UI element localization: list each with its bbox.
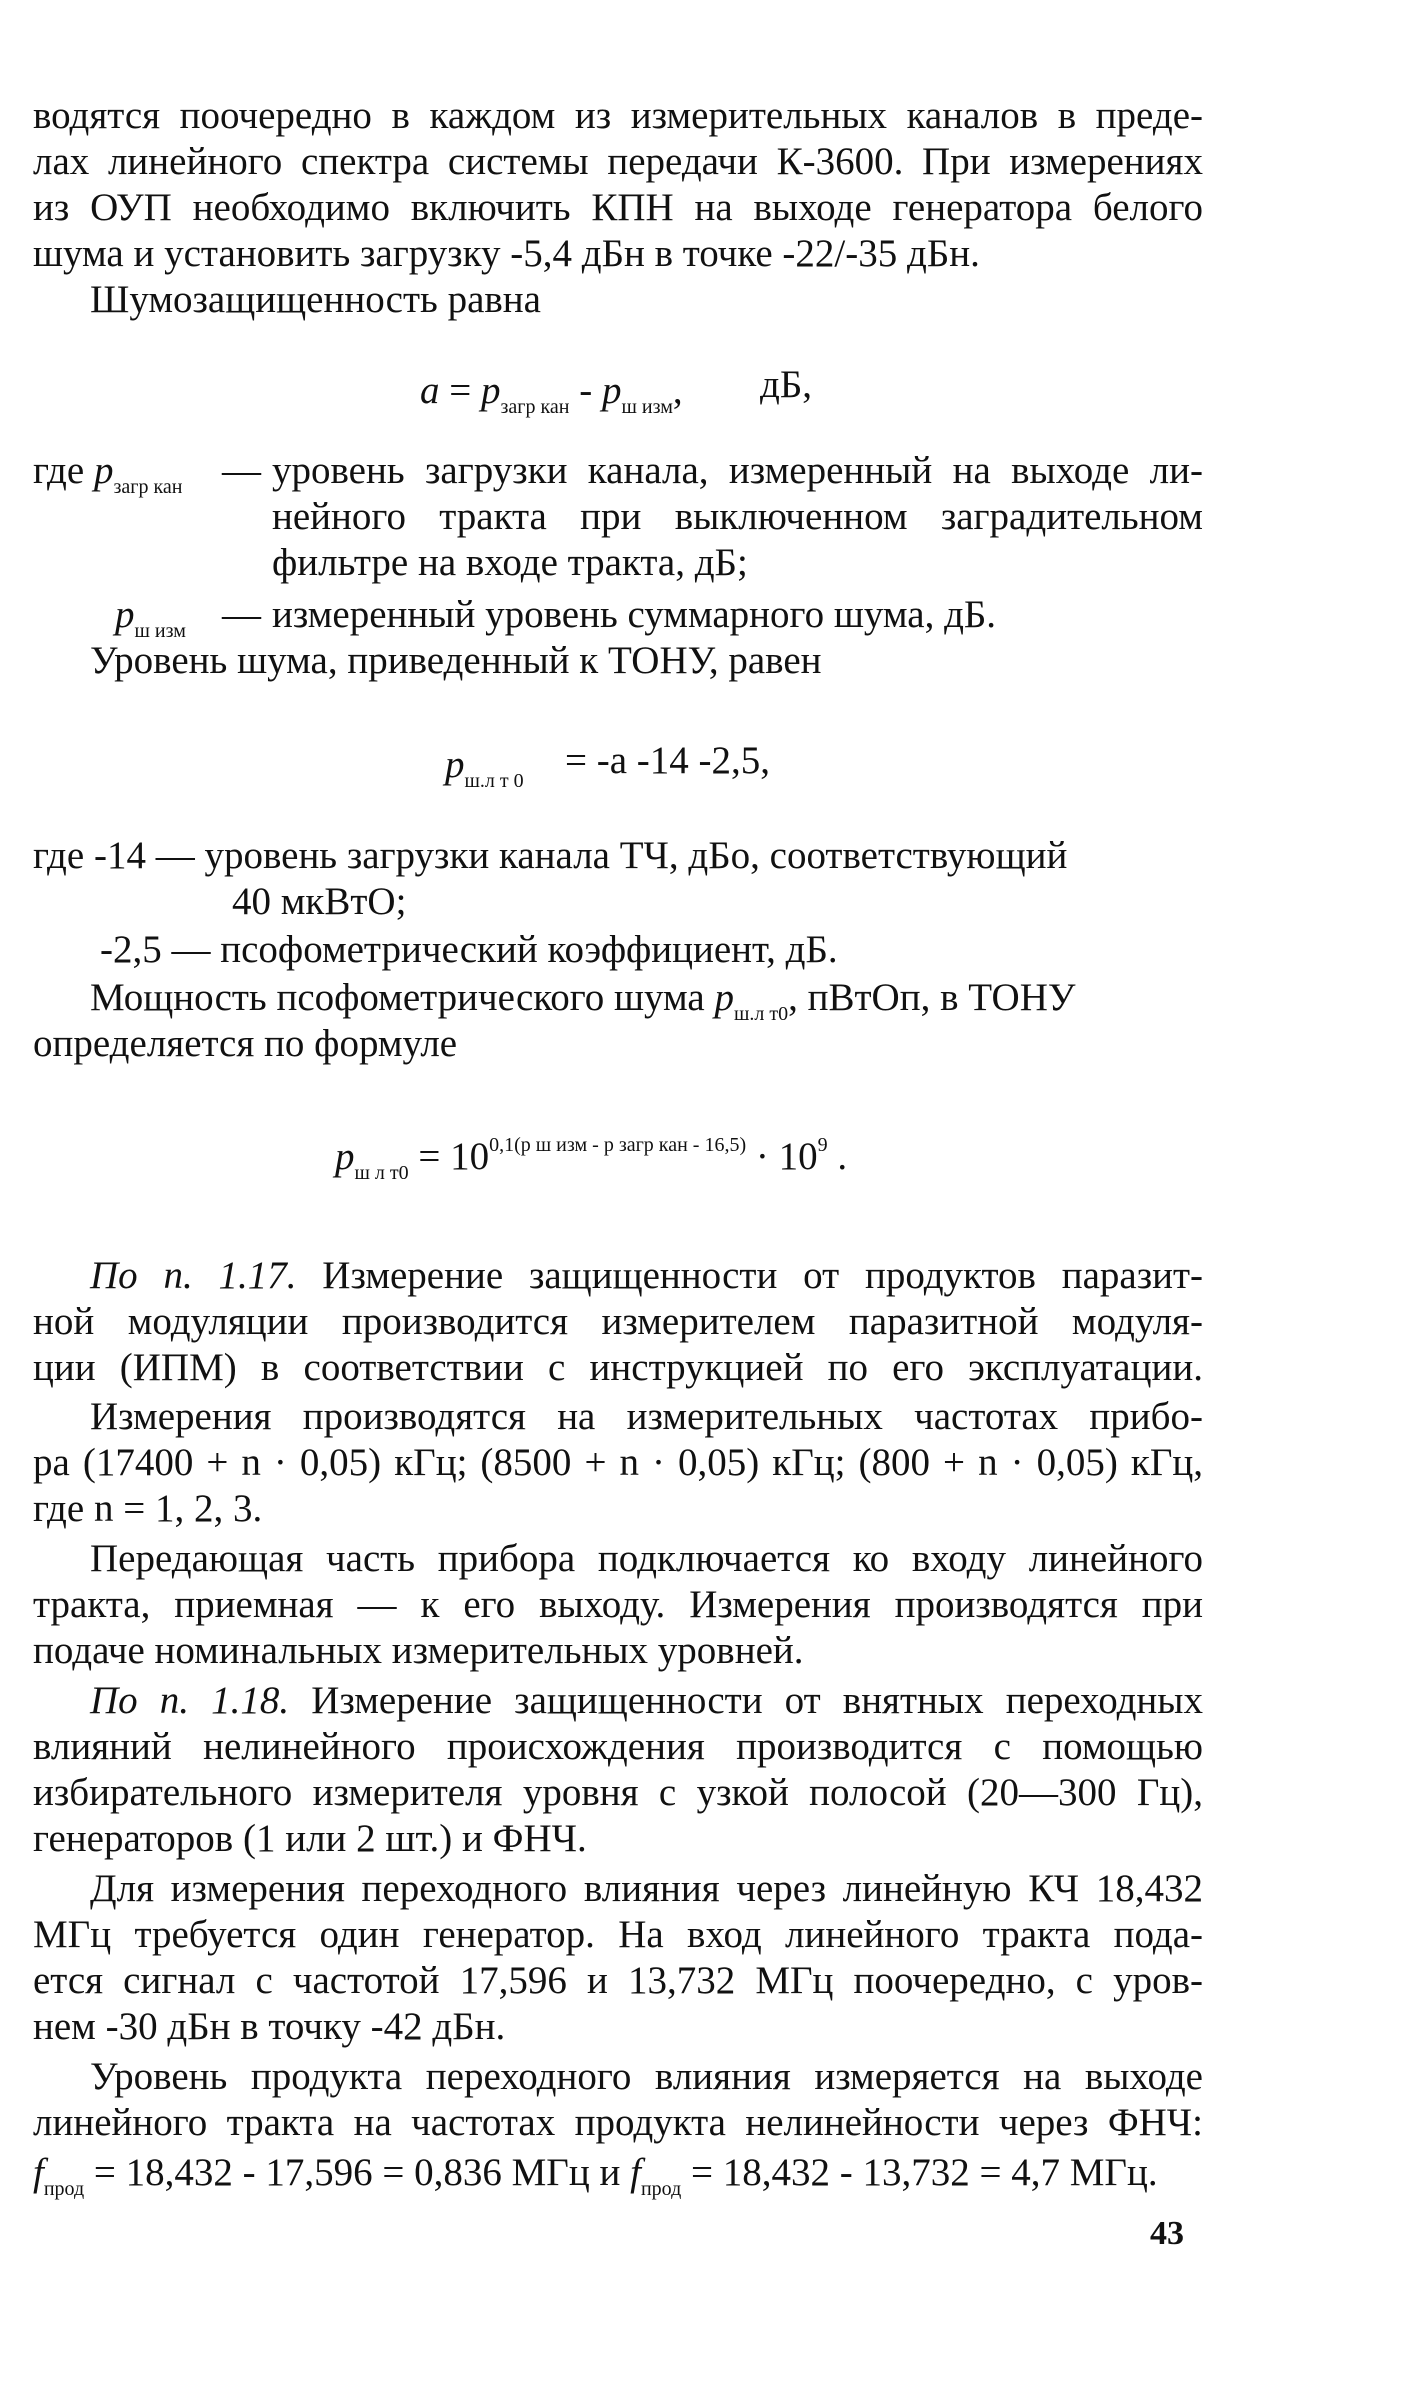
page-number: 43 bbox=[1150, 2215, 1184, 2252]
formula-unit: дБ, bbox=[760, 363, 812, 406]
text-line: Уровень продукта переходного влияния измеряется на выходе bbox=[90, 2055, 1203, 2098]
definition-line: где -14 — уровень загрузки канала ТЧ, дБо, соответствующий bbox=[33, 834, 1068, 877]
text-line: избирательного измерителя уровня с узкой полосой (20—300 Гц), bbox=[33, 1771, 1203, 1814]
definition-line: -2,5 — псофометрический коэффициент, дБ. bbox=[100, 928, 838, 971]
formula-noise-level: $p_{ш.л т 0}$ bbox=[445, 743, 524, 792]
text-line: лах линейного спектра системы передачи К-3600. При измерениях bbox=[33, 140, 1203, 183]
text-line: Для измерения переходного влияния через линейную КЧ 18,432 bbox=[90, 1867, 1203, 1910]
text-line: определяется по формуле bbox=[33, 1022, 458, 1065]
text-line: линейного тракта на частотах продукта нелинейности через ФНЧ: bbox=[33, 2101, 1203, 2144]
text-line: ции (ИПМ) в соответствии с инструкцией по его эксплуатации. bbox=[33, 1346, 1203, 1389]
text-line: тракта, приемная — к его выходу. Измерения производятся при bbox=[33, 1583, 1203, 1626]
where-label: где $p_{загр кан}$ bbox=[33, 449, 183, 498]
formula-noise-protection: $a = p_{загр кан} - p_{ш изм}$, bbox=[420, 369, 683, 418]
definition-line: уровень загрузки канала, измеренный на выходе ли- bbox=[272, 449, 1203, 492]
where-dash: — bbox=[222, 593, 261, 636]
where-dash: — bbox=[222, 449, 261, 492]
formula-rhs: = -a -14 -2,5, bbox=[565, 739, 771, 782]
text-line: По п. 1.18. Измерение защищенности от внятных переходных bbox=[90, 1679, 1203, 1722]
text-line: $f_{прод} = 18,432 - 17,596 = 0,836$ МГц и $f_{прод} = 18,432 - 13,732 = 4,7$ МГц. bbox=[33, 2151, 1158, 2200]
text-line: нем -30 дБн в точку -42 дБн. bbox=[33, 2005, 506, 2048]
text-line: подаче номинальных измерительных уровней. bbox=[33, 1629, 804, 1672]
definition-line: нейного тракта при выключенном заградительном bbox=[272, 495, 1203, 538]
formula-noise-power: $p_{ш л т0} = 10^{0,1(p ш изм - p загр кан - 16,5)} \cdot 10^9$ . bbox=[335, 1134, 848, 1184]
text-line: генераторов (1 или 2 шт.) и ФНЧ. bbox=[33, 1817, 587, 1860]
text-line: шума и установить загрузку -5,4 дБн в точке -22/-35 дБн. bbox=[33, 232, 980, 275]
text-line: ра (17400 + n · 0,05) кГц; (8500 + n · 0,05) кГц; (800 + n · 0,05) кГц, bbox=[33, 1441, 1203, 1484]
definition-line: фильтре на входе тракта, дБ; bbox=[272, 541, 748, 584]
text-line: МГц требуется один генератор. На вход линейного тракта пода- bbox=[33, 1913, 1203, 1956]
text-line: Мощность псофометрического шума $p_{ш.л т0}$, пВтОп, в ТОНУ bbox=[90, 976, 1076, 1025]
definition-line: измеренный уровень суммарного шума, дБ. bbox=[272, 593, 997, 636]
text-line: Уровень шума, приведенный к ТОНУ, равен bbox=[90, 639, 822, 682]
text-line: ется сигнал с частотой 17,596 и 13,732 МГц поочередно, с уров- bbox=[33, 1959, 1203, 2002]
text-line: водятся поочередно в каждом из измерительных каналов в преде- bbox=[33, 94, 1203, 137]
text-line: Передающая часть прибора подключается ко входу линейного bbox=[90, 1537, 1203, 1580]
text-line: Шумозащищенность равна bbox=[90, 278, 541, 321]
text-line: ной модуляции производится измерителем паразитной модуля- bbox=[33, 1300, 1203, 1343]
text-line: из ОУП необходимо включить КПН на выходе генератора белого bbox=[33, 186, 1203, 229]
text-line: По п. 1.17. Измерение защищенности от продуктов паразит- bbox=[90, 1254, 1204, 1297]
text-line: Измерения производятся на измерительных частотах прибо- bbox=[90, 1395, 1203, 1438]
definition-line: 40 мкВтО; bbox=[232, 880, 407, 923]
text-line: где n = 1, 2, 3. bbox=[33, 1487, 263, 1530]
text-line: влияний нелинейного происхождения производится с помощью bbox=[33, 1725, 1203, 1768]
where-symbol: $p_{ш изм}$ bbox=[115, 593, 186, 642]
